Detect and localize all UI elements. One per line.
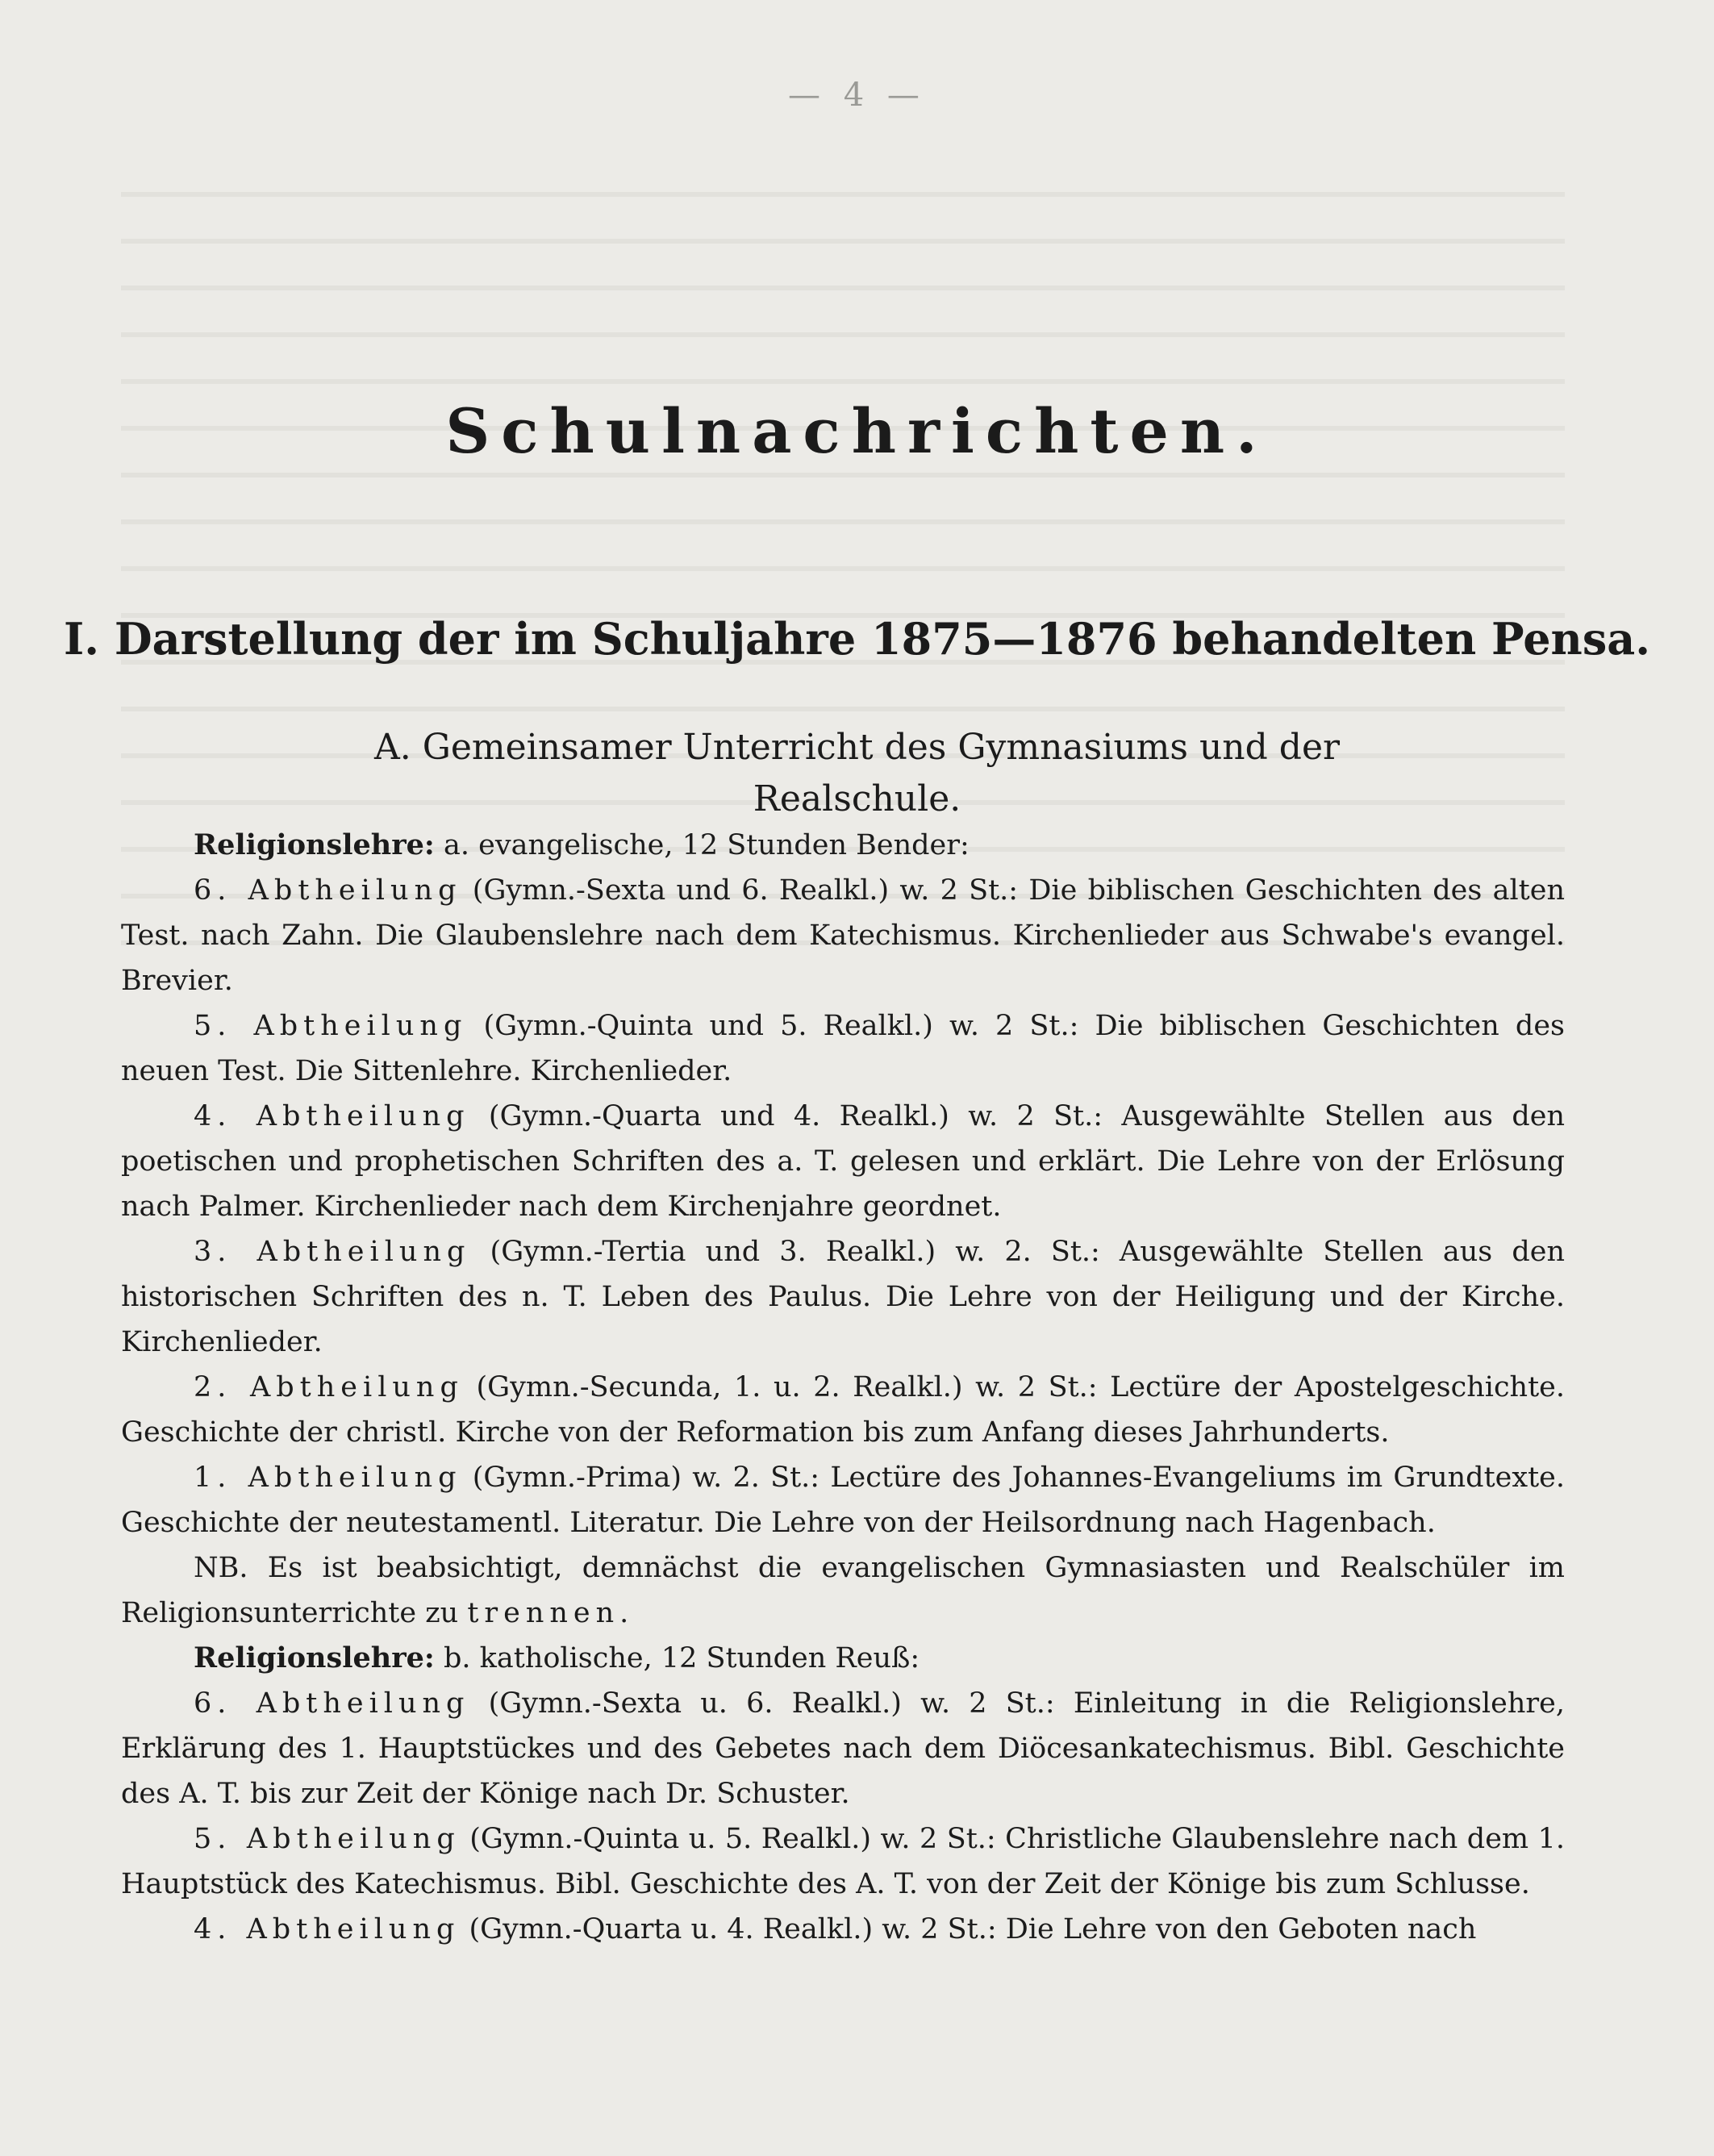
subsection-line-1: A. Gemeinsamer Unterricht des Gymnasiums und der xyxy=(373,727,1341,768)
paragraph-kath-abt5 xyxy=(121,1816,1565,1907)
evangelisch-header xyxy=(121,823,1565,868)
paragraph-kath-abt6 xyxy=(121,1681,1565,1816)
subsection-heading xyxy=(0,722,1714,825)
paragraph-text: (Gymn.-Prima) w. 2. St.: Lectüre des Johannes-Evangeliums im Grundtexte. Geschichte der neutestamentl. Literatur. Die Lehre von der Heilsordnung nach Hagenbach. xyxy=(121,1462,1565,1539)
abteilung-lead: 2. Abtheilung xyxy=(194,1371,464,1403)
paragraph-text: (Gymn.-Quinta und 5. Realkl.) w. 2 St.: Die biblischen Geschichten des neuen Test. Die Sittenlehre. Kirchenlieder. xyxy=(121,1010,1565,1087)
page-number: — 4 — xyxy=(788,77,926,114)
abteilung-lead: 6. Abtheilung xyxy=(194,874,462,907)
paragraph-text: (Gymn.-Quarta u. 4. Realkl.) w. 2 St.: Die Lehre von den Geboten nach xyxy=(460,1913,1477,1945)
paragraph-evang-abt5 xyxy=(121,1003,1565,1094)
subsection-line-2: Realschule. xyxy=(753,778,961,819)
paragraph-text: (Gymn.-Quinta u. 5. Realkl.) w. 2 St.: Christliche Glaubenslehre nach dem 1. Hauptstück des Katechismus. Bibl. Geschichte des A. T. von der Zeit der Könige bis zum Schlusse. xyxy=(121,1823,1565,1900)
abteilung-lead: 5. Abtheilung xyxy=(194,1823,461,1855)
subject-detail: b. katholische, 12 Stunden Reuß: xyxy=(434,1642,920,1674)
spaced-word: trennen. xyxy=(467,1597,635,1629)
paragraph-text: (Gymn.-Sexta u. 6. Realkl.) w. 2 St.: Einleitung in die Religionslehre, Erklärung des 1. Hauptstückes und des Gebetes nach dem Diöcesankatechismus. Bibl. Geschichte des A. T. bis zur Zeit der Könige nach Dr. Schuster. xyxy=(121,1687,1565,1810)
paragraph-evang-abt6 xyxy=(121,868,1565,1003)
nb-lead: NB. xyxy=(194,1552,248,1584)
section-heading: I. Darstellung der im Schuljahre 1875—1876 behandelten Pensa. xyxy=(63,613,1651,665)
abteilung-lead: 4. Abtheilung xyxy=(194,1100,470,1132)
subject-detail: a. evangelische, 12 Stunden Bender: xyxy=(434,829,970,861)
paragraph-evang-abt1 xyxy=(121,1455,1565,1545)
subject-label: Religionslehre: xyxy=(194,828,435,861)
abteilung-lead: 4. Abtheilung xyxy=(194,1913,461,1945)
paragraph-evang-abt4 xyxy=(121,1094,1565,1229)
paragraph-text: (Gymn.-Tertia und 3. Realkl.) w. 2. St.: Ausgewählte Stellen aus den historischen Schriften des n. T. Leben des Paulus. Die Lehre von der Heiligung und der Kirche. Kirchenlieder. xyxy=(121,1236,1565,1358)
subject-label: Religionslehre: xyxy=(194,1641,435,1674)
paragraph-text: (Gymn.-Quarta und 4. Realkl.) w. 2 St.: Ausgewählte Stellen aus den poetischen und prophetischen Schriften des a. T. gelesen und erklärt. Die Lehre von der Erlösung nach Palmer. Kirchenlieder nach dem Kirchenjahre geordnet. xyxy=(121,1100,1565,1223)
page-title: Schulnachrichten. xyxy=(445,395,1269,467)
paragraph-kath-abt4 xyxy=(121,1907,1565,1952)
abteilung-lead: 5. Abtheilung xyxy=(194,1010,468,1042)
abteilung-lead: 6. Abtheilung xyxy=(194,1687,470,1720)
paragraph-text: Es ist beabsichtigt, demnächst die evangelischen Gymnasiasten und Realschüler im Religionsunterrichte zu xyxy=(121,1552,1565,1629)
paragraph-text: (Gymn.-Secunda, 1. u. 2. Realkl.) w. 2 St.: Lectüre der Apostelgeschichte. Geschichte der christl. Kirche von der Reformation bis zum Anfang dieses Jahrhunderts. xyxy=(121,1371,1565,1449)
paragraph-nota-bene xyxy=(121,1545,1565,1636)
abteilung-lead: 3. Abtheilung xyxy=(194,1236,471,1268)
paragraph-evang-abt3 xyxy=(121,1229,1565,1365)
katholisch-header xyxy=(121,1636,1565,1681)
paragraph-evang-abt2 xyxy=(121,1365,1565,1455)
abteilung-lead: 1. Abtheilung xyxy=(194,1462,462,1494)
paragraph-text: (Gymn.-Sexta und 6. Realkl.) w. 2 St.: Die biblischen Geschichten des alten Test. nach Zahn. Die Glaubenslehre nach dem Katechismus. Kirchenlieder aus Schwabe's evangel. Brevier. xyxy=(121,874,1565,997)
body-text xyxy=(121,823,1565,1952)
